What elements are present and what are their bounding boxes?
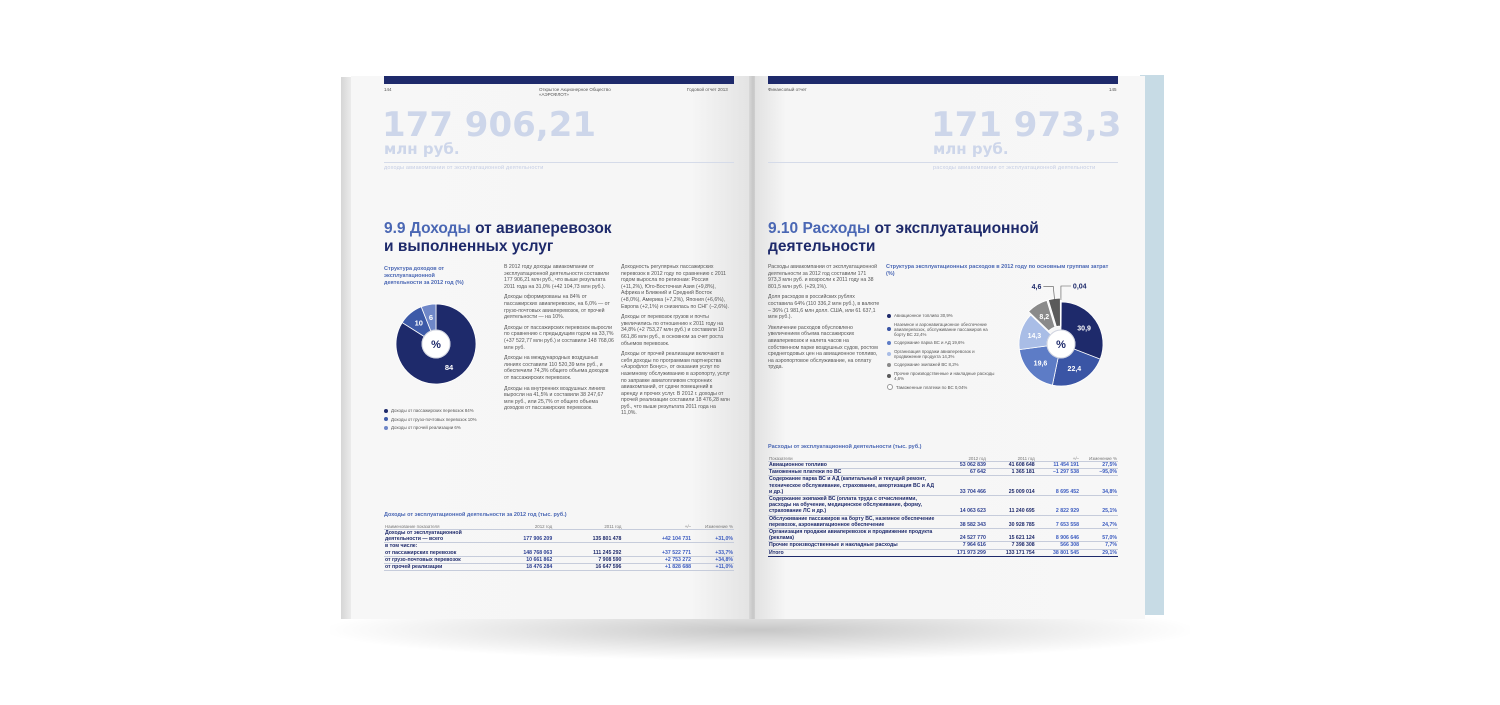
table-header-cell: Изменение %: [1080, 456, 1118, 462]
value-change-pct: 34,8%: [1080, 476, 1118, 496]
value-2012: 24 527 770: [938, 529, 987, 542]
value-change-pct: +11,0%: [692, 564, 734, 571]
legend-swatch: [887, 363, 891, 367]
table-header-cell: 2011 год: [553, 524, 622, 530]
right-top-bar: [768, 76, 1118, 84]
row-label: Содержание парка ВС и АД (капитальный и текущий ремонт, техническое обслуживание, страхование, амортизация ВС и АД и др.): [768, 476, 938, 496]
right-section-heading: [768, 220, 1039, 256]
value-change: 7 653 558: [1036, 515, 1080, 528]
table-row: [768, 469, 1118, 476]
value-change-pct: +31,0%: [692, 530, 734, 543]
pie-slice-label: 14,3: [1027, 332, 1042, 340]
value-2012: 53 062 839: [938, 462, 987, 469]
right-big-unit: млн руб.: [933, 140, 1009, 158]
value-2011: 7 908 590: [553, 556, 622, 563]
row-label: от прочей реализации: [384, 564, 484, 571]
legend-label: Содержание парка ВС и АД 19,6%: [894, 340, 965, 345]
paragraph: Доходы от прочей реализации включают в себя доходы по программам партнерства «Аэрофлот Бонус», от оказания услуг по наземному обслуживанию в аэропорту, услуг по заправке авиатопливом сторонних авиакомпаний, от сдачи помещений в аренду и прочих услуг. В 2012 г. доходы от прочей реализации составили 18 476,28 млн руб., что выше результата 2011 года на 11,0%.: [621, 351, 730, 417]
value-change-pct: +33,7%: [692, 550, 734, 557]
legend-swatch: [887, 327, 891, 331]
table-row: [384, 556, 734, 563]
legend-label: Доходы от пассажирских перевозок 84%: [391, 408, 474, 413]
value-change-pct: 24,7%: [1080, 515, 1118, 528]
value-2011: 133 171 754: [987, 549, 1036, 556]
pie-slice-label: 0,04: [1072, 283, 1087, 291]
value-change: +1 828 688: [622, 564, 692, 571]
legend-swatch: [887, 352, 891, 356]
row-label: Содержание экипажей ВС (оплата труда с отчислениями, расходы на обучение, медицинское обслуживание, форму, страхование ЛС и др.): [768, 496, 938, 516]
table-row: [768, 515, 1118, 528]
right-chart-legend: [887, 313, 999, 394]
right-heading-line2: деятельности: [768, 238, 876, 255]
table-row: [768, 542, 1118, 549]
value-2012: 18 476 284: [484, 564, 553, 571]
table-header-cell: +/–: [1036, 456, 1080, 462]
value-change-pct: 7,7%: [1080, 542, 1118, 549]
right-caption-rule: [768, 162, 1118, 163]
row-label: Организация продажи авиаперевозок и продвижение продукта (реклама): [768, 529, 938, 542]
right-page: [755, 76, 1145, 619]
right-body-column: [768, 264, 880, 375]
value-change: 8 695 452: [1036, 476, 1080, 496]
left-heading-word: Доходы: [409, 220, 471, 237]
right-big-number: 171 973,3: [931, 105, 1122, 145]
right-chart-title: Структура эксплуатационных расходов в 2012 году по основным группам затрат (%): [886, 264, 1109, 277]
table-header-cell: Изменение %: [692, 524, 734, 530]
value-change-pct: 25,1%: [1080, 496, 1118, 516]
row-label: от грузо-почтовых перевозок: [384, 556, 484, 563]
value-change: 11 454 191: [1036, 462, 1080, 469]
left-heading-line2: и выполненных услуг: [384, 238, 554, 255]
row-label: Итого: [768, 549, 938, 556]
legend-item: [384, 417, 504, 422]
value-change: –1 297 538: [1036, 469, 1080, 476]
value-2011: 41 608 648: [987, 462, 1036, 469]
value-2011: 30 928 785: [987, 515, 1036, 528]
paragraph: Увеличение расходов обусловлено увеличением объема пассажирских авиаперевозок и налета часов на собственном парке воздушных судов, ростом среднегодовых цен на авиационное топливо, на аэропортовое обслуживание, на оплату труда.: [768, 324, 878, 371]
value-2011: 135 801 478: [553, 530, 622, 543]
value-change-pct: [692, 543, 734, 550]
legend-label: Содержание экипажей ВС 8,2%: [894, 362, 959, 367]
value-2012: 148 768 063: [484, 550, 553, 557]
right-heading-number: 9.10: [768, 220, 799, 237]
row-label: Обслуживание пассажиров на борту ВС, наземное обеспечение перевозок, аэронавигационное обеспечение: [768, 515, 938, 528]
value-change: 38 801 545: [1036, 549, 1080, 556]
table-row: [768, 476, 1118, 496]
value-change: 566 308: [1036, 542, 1080, 549]
legend-item: [384, 408, 504, 413]
value-2012: 7 964 616: [938, 542, 987, 549]
left-body-column-1: [504, 264, 614, 416]
table-header-cell: 2012 год: [484, 524, 553, 530]
legend-item: [384, 425, 504, 430]
paragraph: Доходы на международных воздушных линиях составили 110 520,39 млн руб., и обеспечили 74,3% общего объема доходов от пассажирских перевозок.: [504, 355, 609, 381]
right-table-title: Расходы от эксплуатационной деятельности (тыс. руб.): [768, 444, 922, 450]
value-2012: 38 582 343: [938, 515, 987, 528]
pie-slice-label: 30,9: [1077, 325, 1091, 333]
table-header-cell: Наименование показателя: [384, 524, 484, 530]
left-caption-rule: [384, 162, 734, 163]
legend-item: [887, 340, 999, 345]
paragraph: В 2012 году доходы авиакомпании от эксплуатационной деятельности составили 177 906,21 млн руб., что выше результата 2011 года на 31,0% (+42 104,73 млн руб.).: [504, 264, 610, 290]
value-2012: 177 906 209: [484, 530, 553, 543]
right-caption: расходы авиакомпании от эксплуатационной деятельности: [933, 165, 1096, 171]
table-total-row: [768, 549, 1118, 556]
pie-center-label: %: [1056, 339, 1066, 351]
table-row: [384, 530, 734, 543]
value-change: 2 822 929: [1036, 496, 1080, 516]
row-label: Авиационное топливо: [768, 462, 938, 469]
value-2011: 1 365 181: [987, 469, 1036, 476]
value-2012: 14 063 623: [938, 496, 987, 516]
left-big-unit: млн руб.: [384, 140, 460, 158]
legend-label: Прочие производственные и накладные расходы 4,6%: [894, 370, 995, 381]
value-change-pct: –95,0%: [1080, 469, 1118, 476]
legend-swatch: [384, 417, 388, 421]
legend-item: [887, 313, 999, 318]
expense-structure-pie: [999, 278, 1119, 400]
right-running-section: Финансовый отчет: [768, 87, 807, 92]
table-header-cell: Показатели: [768, 456, 938, 462]
value-2011: 25 009 014: [987, 476, 1036, 496]
legend-swatch: [384, 409, 388, 413]
value-change: 8 906 646: [1036, 529, 1080, 542]
paragraph: Доходы оформированы на 84% от пассажирских авиаперевозок, на 6,0% — от грузо-почтовых авиаперевозок, от прочей деятельности — на 10%.: [504, 294, 610, 321]
value-change: +42 104 731: [622, 530, 692, 543]
paragraph: Доходность регулярных пассажирских перевозок в 2012 году по сравнению с 2011 годом выросла по регионам: Россия (+11,2%), Юго-Восточная Азия (+9,8%), Африка и Ближний и Средний Восток (+8,0%), Америка (+7,2%), Япония (+6,6%), Европа (+2,1%) и снизилась по СНГ (–2,6%).: [621, 264, 729, 310]
left-page: [351, 76, 751, 619]
left-running-report: Годовой отчет 2013: [687, 87, 728, 92]
left-chart-title: Структура доходов от эксплуатационной деятельности за 2012 год (%): [384, 266, 464, 286]
income-structure-pie: [386, 294, 496, 394]
legend-swatch: [887, 384, 893, 390]
left-section-heading: [384, 220, 612, 256]
legend-swatch: [384, 426, 388, 430]
value-2011: 7 398 308: [987, 542, 1036, 549]
pie-slice-label: 10: [414, 318, 423, 328]
left-heading-rest: от авиаперевозок: [475, 220, 612, 237]
legend-label: Доходы от грузо-почтовых перевозок 10%: [391, 416, 477, 422]
table-row: [384, 543, 734, 550]
legend-item: [887, 384, 999, 390]
right-heading-rest: от эксплуатационной: [874, 220, 1039, 237]
table-row: [768, 462, 1118, 469]
pie-slice-label: 19,6: [1033, 360, 1048, 368]
legend-label: Доходы от прочей реализации 6%: [391, 425, 461, 430]
legend-item: [887, 322, 999, 337]
value-2011: 15 621 124: [987, 529, 1036, 542]
table-row: [384, 564, 734, 571]
table-row: [768, 496, 1118, 516]
value-change-pct: 29,1%: [1080, 549, 1118, 556]
table-row: [384, 550, 734, 557]
right-heading-word: Расходы: [802, 220, 871, 237]
table-header-cell: +/–: [622, 524, 692, 530]
value-2012: 171 973 299: [938, 549, 987, 556]
legend-swatch: [887, 374, 891, 378]
legend-label: Таможенные платежи по ВС 0,04%: [896, 384, 968, 390]
table-row: [768, 529, 1118, 542]
expense-table: [768, 456, 1118, 557]
value-change: +2 753 272: [622, 556, 692, 563]
left-chart-legend: [384, 408, 504, 434]
legend-swatch: [887, 314, 891, 318]
left-table-title: Доходы от эксплуатационной деятельности за 2012 год (тыс. руб.): [384, 512, 567, 518]
paragraph: Доходы от перевозок грузов и почты увеличились по отношению к 2011 году на 34,8% (+2 753,27 млн руб.) и составили 10 661,86 млн руб., в основном за счет роста объемов перевозок.: [621, 314, 724, 347]
pie-slice-label: 8,2: [1039, 314, 1050, 322]
pie-slice-label: 4,6: [1031, 284, 1042, 292]
paragraph: Доходы на внутренних воздушных линиях выросли на 41,5% и составили 38 247,67 млн руб., или 25,7% от общего объема доходов от пассажирских перевозок.: [504, 385, 606, 412]
table-header-cell: 2012 год: [938, 456, 987, 462]
paragraph: Доля расходов в российских рублях составила 64% (110 336,2 млн руб.), в валюте – 36% (1 981,6 млн долл. США, или 61 637,1 млн руб.).: [768, 294, 880, 321]
legend-item: [887, 362, 999, 367]
value-change: [622, 543, 692, 550]
value-change-pct: 57,0%: [1080, 529, 1118, 542]
legend-item: [887, 371, 999, 381]
value-2012: 67 642: [938, 469, 987, 476]
left-top-bar: [384, 76, 734, 84]
pie-center-label: %: [431, 339, 441, 351]
value-change-pct: 27,5%: [1080, 462, 1118, 469]
value-2012: 10 661 862: [484, 556, 553, 563]
legend-label: Организация продажи авиаперевозок и продвижение продукта 14,3%: [894, 348, 975, 359]
right-page-number: 145: [1109, 87, 1117, 92]
value-2012: [484, 543, 553, 550]
paragraph: Расходы авиакомпании от эксплуатационной деятельности за 2012 год составили 171 973,3 млн руб. и возросли к 2011 году на 38 801,5 млн руб. (+29,1%).: [768, 264, 878, 290]
row-label: Прочие производственные и накладные расходы: [768, 542, 938, 549]
value-2011: 111 245 292: [553, 550, 622, 557]
value-change: +37 522 771: [622, 550, 692, 557]
paragraph: Доходы от пассажирских перевозок выросли по сравнению с предыдущим годом на 33,7% (+37 522,77 млн руб.) и составили 148 768,06 млн руб.: [504, 324, 614, 351]
row-label: от пассажирских перевозок: [384, 550, 484, 557]
left-body-column-2: [621, 264, 731, 421]
value-2011: 11 240 695: [987, 496, 1036, 516]
row-label: в том числе:: [385, 543, 418, 550]
legend-swatch: [887, 341, 891, 345]
income-table: [384, 524, 734, 571]
value-2011: 16 647 596: [553, 564, 622, 571]
legend-label: Наземное и аэронавигационное обеспечение авиаперевозок, обслуживание пассажиров на борту ВС 22,4%: [894, 321, 988, 337]
pie-slice-label: 6: [428, 312, 434, 322]
legend-item: [887, 349, 999, 359]
value-2012: 33 704 466: [938, 476, 987, 496]
row-label: Доходы от эксплуатационной деятельности — всего: [384, 530, 484, 543]
left-running-company: Открытое Акционерное Общество «АЭРОФЛОТ»: [539, 87, 611, 97]
row-label: Таможенные платежи по ВС: [768, 469, 938, 476]
left-page-number: 144: [384, 87, 392, 92]
pie-slice-label: 84: [444, 363, 454, 373]
value-2011: [553, 543, 622, 550]
table-header-cell: 2011 год: [987, 456, 1036, 462]
left-heading-number: 9.9: [384, 220, 406, 237]
left-big-number: 177 906,21: [382, 105, 597, 145]
pie-slice-label: 22,4: [1067, 366, 1082, 374]
legend-label: Авиационное топливо 30,9%: [894, 313, 953, 318]
left-caption: доходы авиакомпании от эксплуатационной деятельности: [384, 165, 544, 171]
leader-line: [1061, 286, 1071, 300]
value-change-pct: +34,8%: [692, 556, 734, 563]
